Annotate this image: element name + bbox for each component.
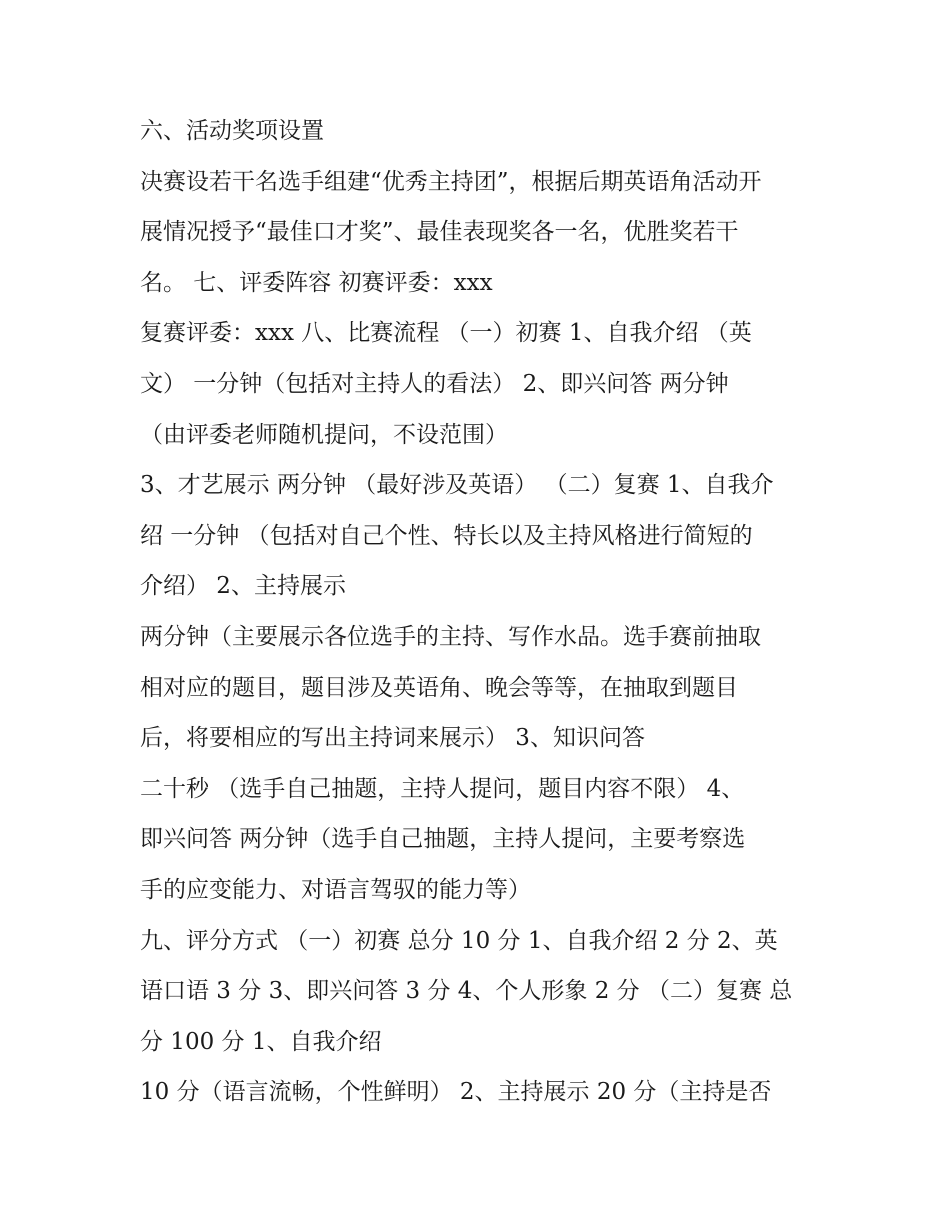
text-line: 绍 一分钟 （包括对自己个性、特长以及主持风格进行简短的: [140, 522, 753, 549]
text-line: 即兴问答 两分钟（选手自己抽题，主持人提问，主要考察选: [140, 826, 746, 853]
text-line: 分 100 分 1、自我介绍: [140, 1028, 382, 1055]
document-body: [140, 106, 820, 1118]
text-line: 3、才艺展示 两分钟 （最好涉及英语） （二）复赛 1、自我介: [140, 472, 774, 499]
text-line: 二十秒 （选手自己抽题，主持人提问，题目内容不限） 4、: [140, 775, 745, 802]
text-line: 手的应变能力、对语言驾驭的能力等）: [140, 876, 531, 903]
text-line: 展情况授予“最佳口才奖”、最佳表现奖各一名，优胜奖若干: [140, 219, 739, 246]
text-line: 决赛设若干名选手组建“优秀主持团”，根据后期英语角活动开: [140, 168, 762, 195]
section-heading-awards: 六、活动奖项设置: [140, 118, 324, 144]
text-line: 两分钟（主要展示各位选手的主持、写作水品。选手赛前抽取: [140, 623, 761, 650]
text-line: 语口语 3 分 3、即兴问答 3 分 4、个人形象 2 分 （二）复赛 总: [140, 978, 793, 1005]
text-line: （由评委老师随机提问，不设范围）: [140, 421, 508, 448]
text-line: 名。 七、评委阵容 初赛评委：xxx: [140, 269, 493, 296]
text-line: 文） 一分钟（包括对主持人的看法） 2、即兴问答 两分钟: [140, 370, 729, 397]
text-line: 介绍） 2、主持展示: [140, 573, 346, 600]
text-line: 10 分（语言流畅，个性鲜明） 2、主持展示 20 分（主持是否: [140, 1079, 772, 1106]
text-line: 后，将要相应的写出主持词来展示） 3、知识问答: [140, 725, 645, 752]
text-line: 复赛评委：xxx 八、比赛流程 （一）初赛 1、自我介绍 （英: [140, 320, 752, 347]
text-line: 相对应的题目，题目涉及英语角、晚会等等，在抽取到题目: [140, 674, 738, 701]
text-line: 九、评分方式 （一）初赛 总分 10 分 1、自我介绍 2 分 2、英: [140, 927, 778, 954]
